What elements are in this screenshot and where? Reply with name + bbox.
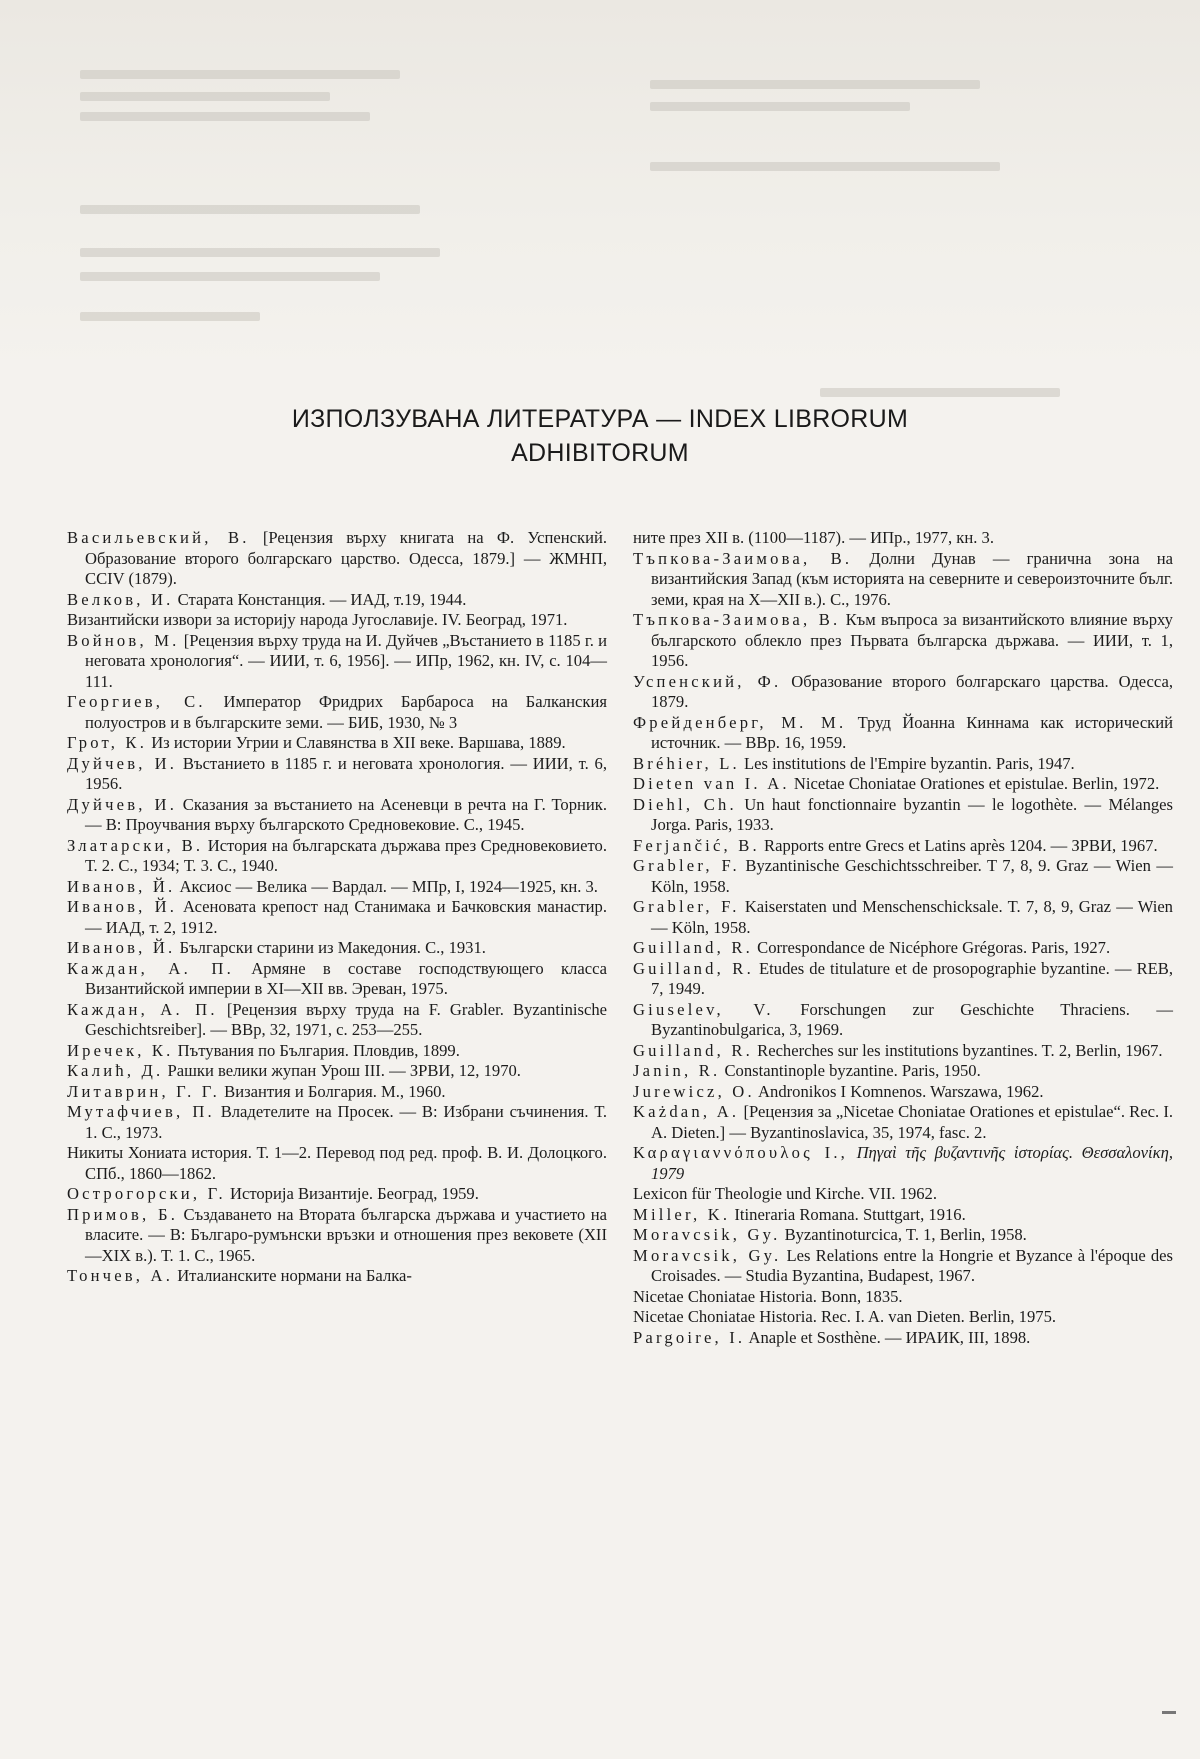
bleed-mark (650, 162, 1000, 171)
bibliography-entry (67, 938, 607, 959)
entry-text: Byzantinische Geschichtsschreiber. T 7, 8, 9. Graz — Wien — Köln, 1958. (651, 856, 1173, 896)
bibliography-entry (67, 1082, 607, 1103)
bibliography-entry (67, 610, 607, 631)
bibliography-entry (633, 1246, 1173, 1287)
entry-text: Старата Констанция. — ИАД, т.19, 1944. (173, 589, 467, 609)
entry-text: Andronikos I Komnenos. Warszawa, 1962. (754, 1081, 1044, 1101)
bibliography-entry (67, 1205, 607, 1267)
bibliography-entry (633, 774, 1173, 795)
bibliography-entry (633, 938, 1173, 959)
bleed-mark (80, 248, 440, 257)
bibliography-entry (633, 795, 1173, 836)
bleed-mark (80, 70, 400, 79)
entry-author: Moravcsik, Gy. (633, 1225, 781, 1244)
entry-author: Войнов, М. (67, 630, 180, 650)
entry-text: Forschungen zur Geschichte Thraciens. — Byzantinobulgarica, 3, 1969. (651, 999, 1174, 1039)
bibliography-entry (633, 1307, 1173, 1328)
entry-author: Pargoire, I. (633, 1327, 746, 1347)
entry-text: Асеновата крепост над Станимака и Бачковския манастир. — ИАД, т. 2, 1912. (85, 897, 608, 937)
entry-author: Васильевский, В. (67, 528, 250, 547)
entry-author: Калић, Д. (67, 1061, 164, 1080)
bibliography-entry (67, 1061, 607, 1082)
entry-author: Иванов, Й. (67, 897, 178, 916)
bibliography-entry (633, 1328, 1173, 1349)
footer-mark (1162, 1711, 1176, 1714)
entry-text: Рашки велики жупан Урош III. — ЗРВИ, 12, 1970. (163, 1061, 521, 1080)
entry-author: Jurewicz, O. (633, 1081, 755, 1101)
bibliography-entry (67, 897, 607, 938)
bibliography-entry (633, 856, 1173, 897)
bibliography-entry (633, 549, 1173, 611)
entry-text: Армяне в составе господствующего класса Византийской империи в XI—XII вв. Эреван, 1975. (85, 958, 607, 998)
entry-text: История на българската държава през Средновековието. Т. 2. С., 1934; Т. 3. С., 1940. (85, 835, 607, 875)
entry-author: Фрейденберг, М. М. (633, 712, 847, 732)
entry-author: Дуйчев, И. (67, 753, 178, 773)
entry-author: Moravcsik, Gy. (633, 1245, 782, 1265)
entry-author: Guilland, R. (633, 958, 754, 978)
entry-text: Itineraria Romana. Stuttgart, 1916. (730, 1204, 966, 1224)
entry-text: Nicetae Choniatae Orationes et epistulae. Berlin, 1972. (789, 774, 1160, 793)
bibliography-entry (67, 1143, 607, 1184)
bleed-through-area (0, 0, 1200, 380)
bibliography-entry (67, 877, 607, 898)
entry-author: Dieten van I. A. (633, 774, 790, 793)
bibliography-entry (633, 754, 1173, 775)
entry-author: Каждан, А. П. (67, 999, 218, 1019)
bleed-mark (80, 312, 260, 321)
entry-author: Грот, К. (67, 733, 148, 752)
entry-text: Un haut fonctionnaire byzantin — le logothète. — Mélanges Jorga. Paris, 1933. (651, 794, 1173, 834)
bibliography-entry (67, 836, 607, 877)
entry-text: Les institutions de l'Empire byzantin. Paris, 1947. (739, 753, 1075, 773)
entry-text: Образование второго болгарскаго царства. Одесса, 1879. (651, 671, 1174, 711)
entry-author: Острогорски, Г. (67, 1184, 226, 1203)
bibliography-entry (633, 1102, 1173, 1143)
entry-text: Никиты Хониата история. Т. 1—2. Перевод под ред. проф. В. И. Долоцкого. СПб., 1860—1862. (67, 1143, 607, 1183)
entry-text: Nicetae Choniatae Historia. Rec. I. A. van Dieten. Berlin, 1975. (633, 1307, 1057, 1326)
bibliography-entry (633, 959, 1173, 1000)
entry-text: Труд Йоанна Киннама как исторический источник. — ВВр. 16, 1959. (651, 712, 1174, 752)
entry-text: Constantinople byzantine. Paris, 1950. (720, 1061, 981, 1080)
bibliography-entry (633, 610, 1173, 672)
entry-author: Георгиев, С. (67, 692, 206, 711)
bibliography-entry (633, 1000, 1173, 1041)
bleed-mark (650, 102, 910, 111)
bleed-mark (80, 205, 420, 214)
entry-text: Пътувания по България. Пловдив, 1899. (173, 1040, 460, 1060)
entry-text: [Рецензия върху книгата на Ф. Успенский. Образование второго болгарскаго царство. Одесса, 1879.] — ЖМНП, CCIV (1879). (85, 528, 607, 588)
bibliography-entry (633, 1287, 1173, 1308)
bibliography-entry (633, 1061, 1173, 1082)
entry-author: Успенский, Ф. (633, 671, 782, 691)
entry-author: Καραγιαννόπουλος Ι., (633, 1143, 849, 1162)
entry-author: Grabler, F. (633, 897, 740, 916)
entry-text: ните през XII в. (1100—1187). — ИПр., 1977, кн. 3. (633, 528, 994, 547)
entry-author: Каждан, А. П. (67, 958, 234, 978)
bibliography-entry (633, 1225, 1173, 1246)
entry-text: Correspondance de Nicéphore Grégoras. Paris, 1927. (752, 938, 1111, 957)
bleed-mark (820, 388, 1060, 397)
entry-author: Guilland, R. (633, 938, 753, 957)
entry-text: Byzantinoturcica, T. 1, Berlin, 1958. (780, 1225, 1027, 1244)
entry-text: Из истории Угрии и Славянства в XII веке. Варшава, 1889. (147, 733, 566, 752)
entry-author: Дуйчев, И. (67, 794, 178, 814)
entry-author: Bréhier, L. (633, 753, 740, 773)
entry-author: Grabler, F. (633, 856, 740, 875)
entry-text: Kaiserstaten und Menschenschicksale. T. 7, 8, 9, Graz — Wien — Köln, 1958. (651, 897, 1173, 937)
entry-text: Долни Дунав — гранична зона на византийския Запад (към историята на северните и североизточните бълг. земи, края на X—XII в.). С., 1976. (651, 548, 1173, 609)
entry-text: Anaple et Sosthène. — ИРАИК, III, 1898. (745, 1327, 1031, 1347)
bibliography-entry (67, 528, 607, 590)
bibliography-entry (633, 672, 1173, 713)
bibliography-entry (67, 1184, 607, 1205)
entry-author: Литаврин, Г. Г. (67, 1081, 221, 1101)
bleed-mark (80, 112, 370, 121)
entry-text: Византия и Болгария. М., 1960. (220, 1081, 446, 1101)
right-column (633, 528, 1173, 1348)
entry-text: [Рецензия върху труда на И. Дуйчев „Въстанието в 1185 г. и неговата хронология“. — ИИИ, т. 6, 1956]. — ИПр, 1962, кн. IV, с. 104—111. (85, 630, 607, 691)
page-title (150, 402, 1050, 470)
entry-text: Lexicon für Theologie und Kirche. VII. 1962. (633, 1184, 937, 1203)
entry-text: Император Фридрих Барбароса на Балканския полуостров и в българските земи. — БИБ, 1930, № 3 (85, 692, 607, 732)
bibliography-entry (67, 1000, 607, 1041)
entry-author: Diehl, Ch. (633, 794, 737, 814)
entry-text: Recherches sur les institutions byzantines. T. 2, Berlin, 1967. (752, 1040, 1163, 1060)
bibliography-entry (633, 528, 1173, 549)
bibliography-entry (67, 631, 607, 693)
title-line-1: ИЗПОЛЗУВАНА ЛИТЕРАТУРА — INDEX LIBRORUM (291, 405, 909, 433)
entry-author: Miller, K. (633, 1204, 731, 1224)
entry-text: Etudes de titulature et de prosopographie byzantine. — REB, 7, 1949. (651, 958, 1174, 998)
bibliography-entry (633, 1143, 1173, 1184)
bibliography-entry (633, 713, 1173, 754)
entry-text: Πηγαὶ τῆς βυζαντινῆς ἱστορίας. Θεσσαλονίκη, 1979 (651, 1143, 1173, 1183)
entry-text: Български старини из Македония. С., 1931. (175, 938, 486, 957)
bibliography-entry (633, 1184, 1173, 1205)
bibliography-entry (67, 1102, 607, 1143)
entry-text: Към въпроса за византийското влияние върху българското облекло през Първата българска държава. — ИИИ, т. 1, 1956. (651, 610, 1173, 670)
bibliography-entry (633, 897, 1173, 938)
entry-author: Велков, И. (67, 589, 174, 609)
bibliography-entry (633, 836, 1173, 857)
entry-author: Иречек, К. (67, 1040, 174, 1060)
bibliography-entry (67, 795, 607, 836)
entry-author: Тъпкова-Заимова, В. (633, 610, 841, 629)
bibliography-entry (633, 1205, 1173, 1226)
entry-text: [Рецензия върху труда на F. Grabler. Byzantinische Geschichtsreiber]. — ВВр, 32, 1971, с. 253—255. (85, 999, 608, 1039)
entry-text: Въстанието в 1185 г. и неговата хронология. — ИИИ, т. 6, 1956. (85, 753, 607, 793)
entry-author: Janin, R. (633, 1061, 721, 1080)
left-column (67, 528, 607, 1287)
entry-text: [Рецензия за „Nicetae Choniatae Orationes et epistulae“. Rec. I. A. Dieten.] — Byzantinoslavica, 35, 1974, fasc. 2. (651, 1102, 1173, 1142)
entry-author: Тъпкова-Заимова, В. (633, 548, 853, 568)
entry-text: Les Relations entre la Hongrie et Byzance à l'époque des Croisades. — Studia Byzantina, Budapest, 1967. (651, 1245, 1173, 1285)
entry-author: Мутафчиев, П. (67, 1102, 215, 1121)
entry-author: Guilland, R. (633, 1040, 753, 1060)
entry-text: Византийски извори за историју народа Југославије. IV. Београд, 1971. (67, 610, 568, 629)
bibliography-entry (633, 1041, 1173, 1062)
bleed-mark (80, 272, 380, 281)
bibliography-entry (67, 959, 607, 1000)
entry-text: Сказания за въстанието на Асеневци в речта на Г. Торник. — В: Проучвания върху българското Средновековие. С., 1945. (85, 794, 607, 834)
bibliography-entry (633, 1082, 1173, 1103)
bibliography-entry (67, 692, 607, 733)
entry-author: Иванов, Й. (67, 876, 176, 896)
bibliography-entry (67, 733, 607, 754)
entry-text: Rapports entre Grecs et Latins après 1204. — ЗРВИ, 1967. (759, 835, 1158, 855)
entry-author: Giuselev, V. (633, 999, 774, 1019)
entry-text: Италианските нормани на Балка- (173, 1266, 412, 1285)
entry-text: Владетелите на Просек. — В: Избрани съчинения. Т. 1. С., 1973. (85, 1102, 607, 1142)
entry-author: Златарски, В. (67, 835, 204, 855)
bibliography-entry (67, 1266, 607, 1287)
entry-author: Тончев, А. (67, 1266, 174, 1285)
entry-text: Аксиос — Велика — Вардал. — МПр, I, 1924—1925, кн. 3. (175, 876, 598, 896)
entry-author: Ferjančić, B. (633, 835, 760, 855)
entry-author: Примов, Б. (67, 1204, 179, 1224)
bleed-mark (80, 92, 330, 101)
entry-text: Историја Византије. Београд, 1959. (225, 1184, 479, 1203)
title-line-2: ADHIBITORUM (511, 439, 689, 467)
bibliography-entry (67, 590, 607, 611)
entry-author: Иванов, Й. (67, 938, 176, 957)
entry-author: Każdan, A. (633, 1102, 740, 1121)
bibliography-entry (67, 754, 607, 795)
entry-text: Nicetae Choniatae Historia. Bonn, 1835. (633, 1286, 903, 1306)
entry-text: Създаването на Втората българска държава и участието на власите. — В: Българо-румънски връзки и отношения през вековете (XII—XIX в.). Т. 1. С., 1965. (85, 1204, 607, 1265)
bleed-mark (650, 80, 980, 89)
bibliography-entry (67, 1041, 607, 1062)
